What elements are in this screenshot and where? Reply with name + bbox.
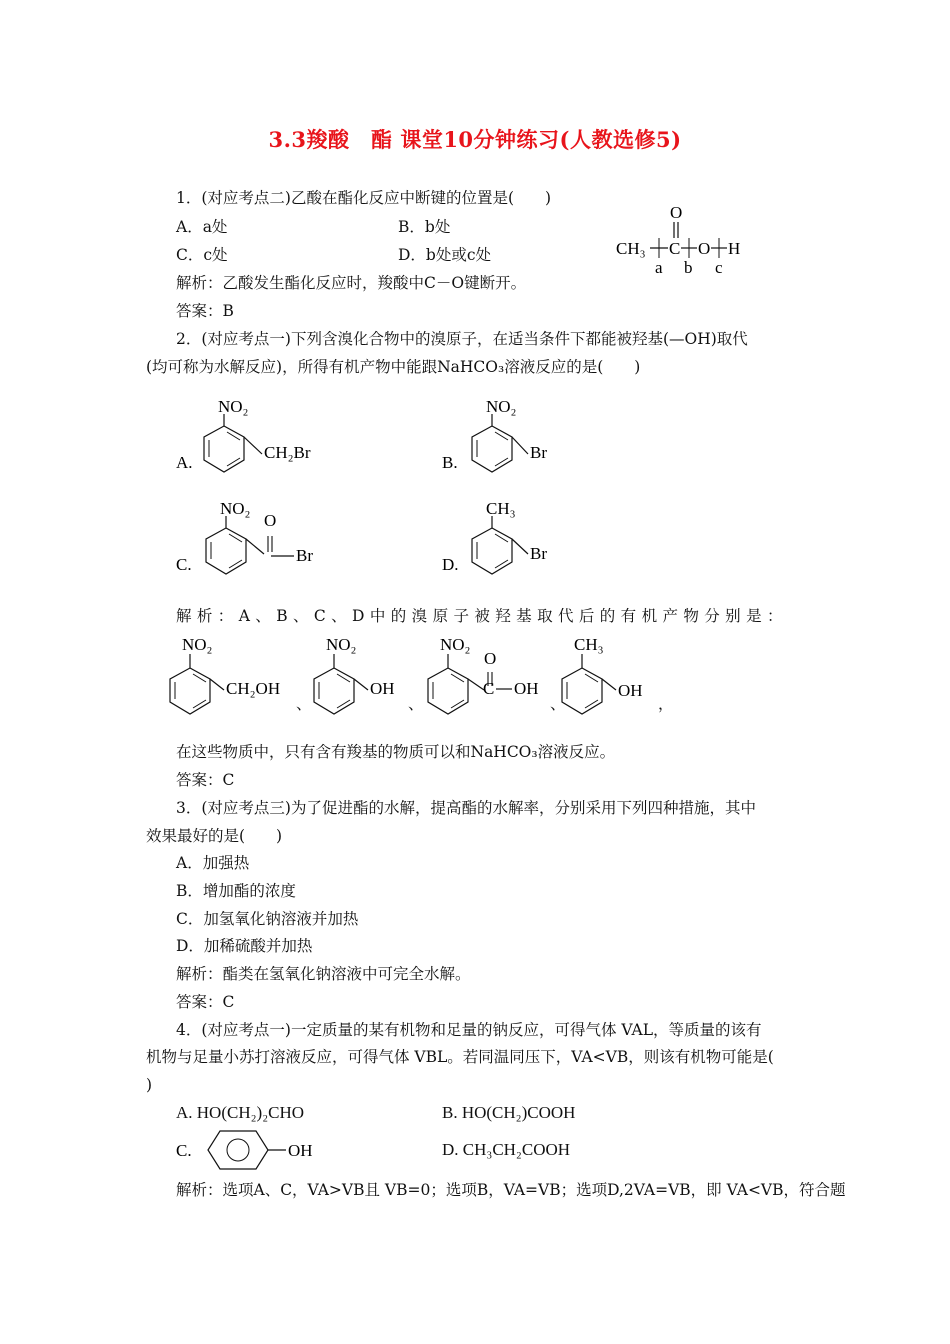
q1-option-b: B．b处 <box>398 218 451 236</box>
q1-analysis: 解析：乙酸发生酯化反应时，羧酸中C－O键断开。 <box>176 274 527 292</box>
separator: 、 <box>550 695 566 713</box>
substituent-label: Br <box>530 544 547 563</box>
substituent-label: OH <box>618 681 643 700</box>
q2-stem-line2: (均可称为水解反应)，所得有机产物中能跟NaHCO₃溶液反应的是( ) <box>146 358 641 376</box>
carbonyl-oxygen-label: O <box>484 649 497 668</box>
bond-c-label: c <box>715 258 723 277</box>
nitro-label: NO₂ <box>218 397 249 416</box>
q3-option-d: D．加稀硫酸并加热 <box>176 937 313 955</box>
q1-option-a: A．a处 <box>176 218 228 236</box>
ester-oxygen-label: O <box>698 239 711 258</box>
q3-option-c: C．加氢氧化钠溶液并加热 <box>176 910 359 928</box>
q3-option-b: B．增加酯的浓度 <box>176 882 296 900</box>
option-letter: C. <box>176 555 192 574</box>
q2-option-c-structure <box>176 496 346 591</box>
q1-option-d: D．b处或c处 <box>398 246 492 264</box>
q2-product-1 <box>166 628 296 728</box>
trailing-comma: ， <box>658 695 674 713</box>
nitro-label: NO₂ <box>182 635 213 654</box>
substituent-label: CH₂OH <box>226 679 281 698</box>
carbonyl-oxygen-label: O <box>264 511 277 530</box>
q2-product-3 <box>424 628 559 728</box>
substituent-label: OH <box>370 679 395 698</box>
q3-answer: 答案：C <box>176 993 235 1011</box>
page-title: 3.3羧酸 酯 课堂10分钟练习(人教选修5) <box>268 127 682 152</box>
acetic-acid-bond-figure <box>612 196 762 286</box>
separator: 、 <box>296 695 312 713</box>
nitro-label: NO₂ <box>220 499 251 518</box>
methyl-label: CH₃ <box>574 635 604 654</box>
bond-a-label: a <box>655 258 663 277</box>
q2-product-4 <box>558 628 668 728</box>
separator: 、 <box>408 695 424 713</box>
substituent-label: CH₂Br <box>264 443 311 462</box>
option-letter: D. <box>442 555 459 574</box>
q4-stem-line2: 机物与足量小苏打溶液反应，可得气体 VBL。若同温同压下，VA<VB，则该有机物可能是( <box>146 1048 774 1066</box>
nitro-label: NO₂ <box>326 635 357 654</box>
methyl-label: CH₃ <box>486 499 516 518</box>
methyl-label: CH₃ <box>616 239 646 258</box>
carbonyl-oxygen-label: O <box>670 203 683 222</box>
q2-product-2 <box>310 628 420 728</box>
carbon-label: C <box>669 239 681 258</box>
q2-stem-line1: 2．(对应考点一)下列含溴化合物中的溴原子，在适当条件下都能被羟基(—OH)取代 <box>176 330 748 348</box>
q3-stem-line1: 3．(对应考点三)为了促进酯的水解，提高酯的水解率，分别采用下列四种措施，其中 <box>176 799 756 817</box>
q1-option-c: C．c处 <box>176 246 228 264</box>
q4-analysis: 解析：选项A、C，VA>VB且 VB=0；选项B，VA=VB；选项D,2VA=VB，即 VA<VB，符合题 <box>176 1181 846 1199</box>
hydroxyl-label: OH <box>288 1141 313 1160</box>
option-letter: A. <box>176 453 193 472</box>
q2-analysis: 解析：A、B、C、D中的溴原子被羟基取代后的有机产物分别是： <box>176 607 788 625</box>
carbon-label: C <box>483 679 495 698</box>
q2-option-d-structure <box>442 496 582 591</box>
q2-answer: 答案：C <box>176 771 235 789</box>
substituent-label: Br <box>530 443 547 462</box>
option-letter: C. <box>176 1141 192 1160</box>
option-letter: B. <box>442 453 458 472</box>
q4-option-d: D. CH₃CH₂COOH <box>442 1140 571 1159</box>
q1-answer: 答案：B <box>176 302 234 320</box>
q4-option-c-phenol <box>176 1126 336 1172</box>
q4-stem-line3: ) <box>146 1076 153 1094</box>
q3-analysis: 解析：酯类在氢氧化钠溶液中可完全水解。 <box>176 965 471 983</box>
q4-stem-line1: 4．(对应考点一)一定质量的某有机物和足量的钠反应，可得气体 VAL，等质量的该有 <box>176 1021 762 1039</box>
substituent-label: OH <box>514 679 539 698</box>
substituent-label: Br <box>296 546 313 565</box>
nitro-label: NO₂ <box>486 397 517 416</box>
hydrogen-label: H <box>728 239 741 258</box>
q2-option-a-structure <box>176 396 346 486</box>
q4-option-b: B. HO(CH₂)COOH <box>442 1103 576 1122</box>
bond-b-label: b <box>684 258 693 277</box>
q2-conclusion: 在这些物质中，只有含有羧基的物质可以和NaHCO₃溶液反应。 <box>176 743 616 761</box>
q3-stem-line2: 效果最好的是( ) <box>146 827 283 845</box>
q2-option-b-structure <box>442 396 582 486</box>
q1-stem: 1．(对应考点二)乙酸在酯化反应中断键的位置是( ) <box>176 189 552 207</box>
q3-option-a: A．加强热 <box>176 854 250 872</box>
nitro-label: NO₂ <box>440 635 471 654</box>
q4-option-a: A. HO(CH₂)₂CHO <box>176 1103 305 1122</box>
